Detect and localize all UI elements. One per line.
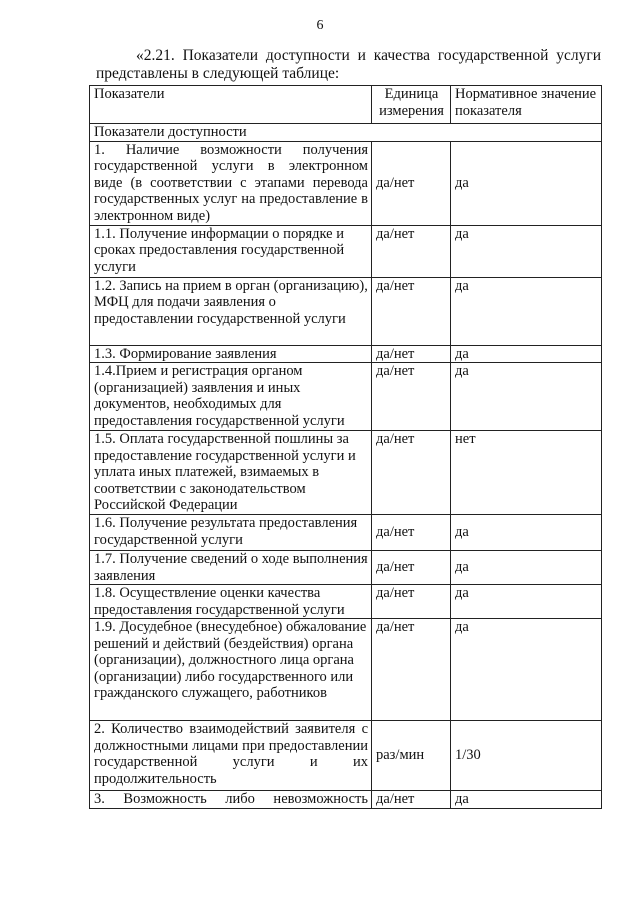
row-indicator: 1.9. Досудебное (внесудебное) обжалование решений и действий (бездействия) органа (организации), должностного лица органа (организации) либо государственного или гражданского служащего, работников xyxy=(90,619,372,721)
table-row xyxy=(90,619,602,721)
row-norm: да xyxy=(451,515,602,551)
section-row xyxy=(90,124,602,142)
section-title: Показатели доступности xyxy=(90,124,602,142)
table-row xyxy=(90,277,602,345)
table-row xyxy=(90,791,602,809)
row-unit: да/нет xyxy=(372,515,451,551)
table-header-row xyxy=(90,86,602,124)
table-row xyxy=(90,225,602,277)
row-unit: да/нет xyxy=(372,619,451,721)
row-unit: да/нет xyxy=(372,585,451,619)
row-unit: да/нет xyxy=(372,141,451,225)
row-indicator: 1.6. Получение результата предоставления государственной услуги xyxy=(90,515,372,551)
row-unit: да/нет xyxy=(372,551,451,585)
table-row xyxy=(90,345,602,363)
table-row xyxy=(90,363,602,431)
row-unit: да/нет xyxy=(372,345,451,363)
row-unit: да/нет xyxy=(372,277,451,345)
row-unit: да/нет xyxy=(372,431,451,515)
row-norm: да xyxy=(451,141,602,225)
row-indicator: 1.1. Получение информации о порядке и сроках предоставления государственной услуги xyxy=(90,225,372,277)
row-norm: да xyxy=(451,277,602,345)
table-row xyxy=(90,551,602,585)
header-unit: Единица измерения xyxy=(372,86,451,124)
indicators-table xyxy=(89,85,602,809)
page-number: 6 xyxy=(316,18,324,33)
row-unit: да/нет xyxy=(372,363,451,431)
table-row xyxy=(90,515,602,551)
row-norm: да xyxy=(451,345,602,363)
row-unit: да/нет xyxy=(372,791,451,809)
table-row xyxy=(90,431,602,515)
header-indicator: Показатели xyxy=(90,86,372,124)
header-norm: Нормативное значение показателя xyxy=(451,86,602,124)
row-norm: да xyxy=(451,225,602,277)
row-unit: раз/мин xyxy=(372,721,451,791)
row-indicator: 1.7. Получение сведений о ходе выполнения заявления xyxy=(90,551,372,585)
table-row xyxy=(90,585,602,619)
row-norm: да xyxy=(451,551,602,585)
row-norm: 1/30 xyxy=(451,721,602,791)
row-indicator: 1.5. Оплата государственной пошлины за предоставление государственной услуги и уплата иных платежей, взимаемых в соответствии с законодательством Российской Федерации xyxy=(90,431,372,515)
intro-paragraph: «2.21. Показатели доступности и качества государственной услуги представлены в следующей таблице: xyxy=(96,47,601,82)
row-indicator: 1.2. Запись на прием в орган (организацию), МФЦ для подачи заявления о предоставлении государственной услуги xyxy=(90,277,372,345)
row-unit: да/нет xyxy=(372,225,451,277)
row-norm: да xyxy=(451,363,602,431)
row-indicator: 1. Наличие возможности получения государственной услуги в электронном виде (в соответствии с этапами перевода государственных услуг на предоставление в электронном виде) xyxy=(90,141,372,225)
row-indicator: 1.8. Осуществление оценки качества предоставления государственной услуги xyxy=(90,585,372,619)
row-norm: нет xyxy=(451,431,602,515)
row-indicator: 3. Возможность либо невозможность xyxy=(90,791,372,809)
row-indicator: 1.4.Прием и регистрация органом (организацией) заявления и иных документов, необходимых для предоставления государственной услуги xyxy=(90,363,372,431)
row-norm: да xyxy=(451,791,602,809)
table-row xyxy=(90,141,602,225)
table-row xyxy=(90,721,602,791)
row-norm: да xyxy=(451,585,602,619)
row-indicator: 1.3. Формирование заявления xyxy=(90,345,372,363)
row-indicator: 2. Количество взаимодействий заявителя с должностными лицами при предоставлении государственной услуги и их продолжительность xyxy=(90,721,372,791)
row-norm: да xyxy=(451,619,602,721)
